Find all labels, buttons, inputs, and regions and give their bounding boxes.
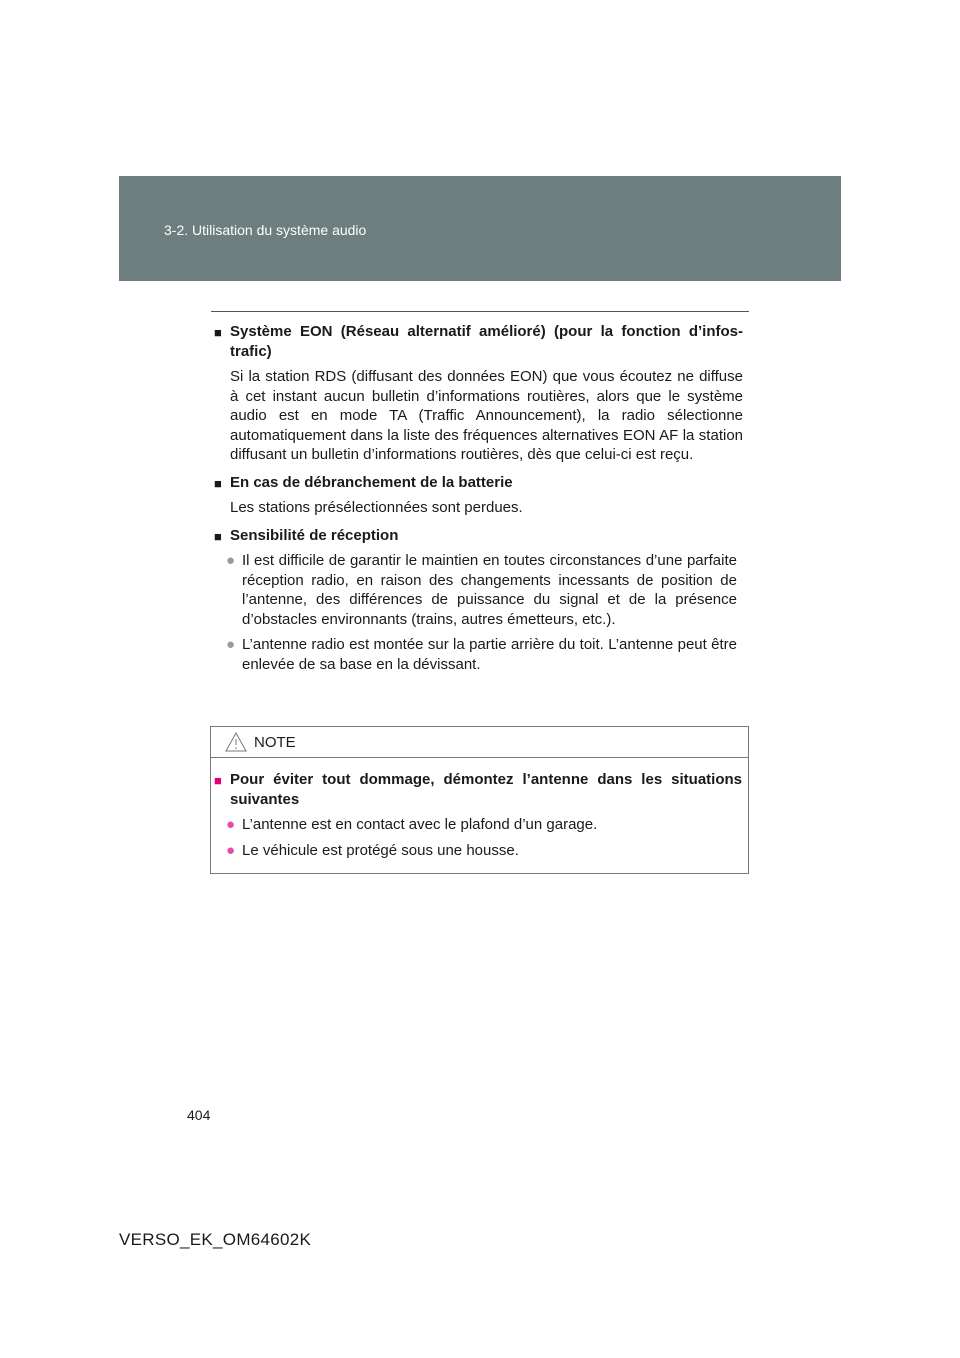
list-item: ● Il est difficile de garantir le maintien en toutes circonstances d’une parfaite réception radio, en raison des changements incessants de position de l’antenne, des différences de puissance du signal et de la présence d’obstacles environnants (trains, autres émetteurs, etc.). [226, 552, 737, 628]
section-battery [214, 473, 743, 518]
dot-bullet-icon: ● [226, 552, 236, 569]
chapter-breadcrumb: 3-2. Utilisation du système audio [164, 222, 367, 238]
section-reception [214, 526, 743, 675]
note-body [211, 758, 748, 860]
dot-bullet-icon: ● [226, 636, 236, 653]
note-box [210, 726, 749, 874]
warning-triangle-icon [225, 732, 247, 752]
section-title: ■ En cas de débranchement de la batterie [214, 473, 743, 493]
document-code: VERSO_EK_OM64602K [119, 1230, 312, 1249]
section-paragraph: Les stations présélectionnées sont perdues. [230, 499, 523, 516]
square-bullet-icon: ■ [214, 773, 222, 788]
dot-bullet-icon: ● [226, 841, 236, 859]
section-title: ■ Système EON (Réseau alternatif amélioré) (pour la fonction d’infos-trafic) [214, 323, 743, 360]
section-title: ■ Sensibilité de réception [214, 526, 743, 546]
dot-bullet-icon: ● [226, 816, 236, 833]
list-item: ● Le véhicule est protégé sous une housse. [226, 841, 519, 859]
square-bullet-icon: ■ [214, 528, 222, 544]
note-label: NOTE [254, 734, 296, 751]
section-eon [214, 322, 743, 465]
note-title: ■ Pour éviter tout dommage, démontez l’antenne dans les situations suivantes [214, 771, 742, 808]
square-bullet-icon: ■ [214, 325, 222, 340]
square-bullet-icon: ■ [214, 475, 222, 491]
section-divider [211, 311, 749, 312]
list-item: ● L’antenne est en contact avec le plafond d’un garage. [226, 816, 598, 833]
main-content [214, 322, 743, 682]
page-number: 404 [187, 1107, 211, 1123]
section-paragraph: Si la station RDS (diffusant des données EON) que vous écoutez ne diffuse à cet instant aucun bulletin d’informations routières, alors que le système audio est en mode TA (Traffic Announcement), la radio sélectionne automatiquement dans la liste des fréquences alternatives EON AF la station diffusant un bulletin d’informations routières, dès que celui-ci est reçu. [230, 368, 743, 463]
note-header [211, 727, 748, 758]
chapter-header-band [119, 176, 841, 281]
list-item: ● L’antenne radio est montée sur la partie arrière du toit. L’antenne peut être enlevée de sa base en la dévissant. [226, 636, 737, 673]
